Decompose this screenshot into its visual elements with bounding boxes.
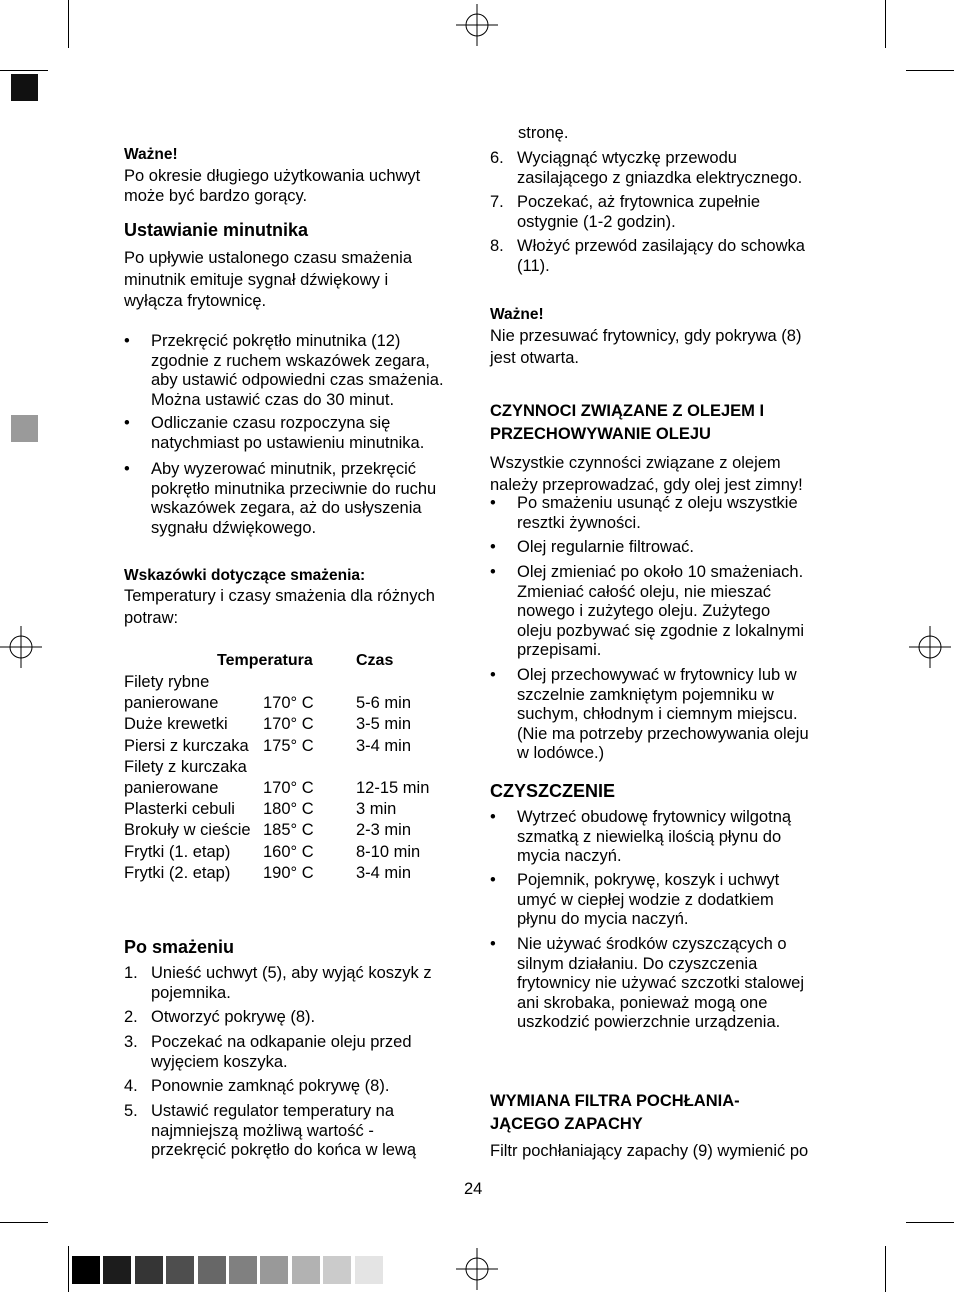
text-line: Pojemnik, pokrywę, koszyk i uchwyt — [517, 871, 780, 889]
table-cell-time: 3-5 min — [356, 715, 412, 734]
text-line: Poczekać na odkapanie oleju przed — [151, 1033, 412, 1051]
list-item-text — [517, 808, 791, 867]
crop-mark — [0, 1222, 48, 1223]
text-line: Ustawić regulator temperatury na — [151, 1102, 395, 1120]
text-line: zgodnie z ruchem wskazówek zegara, — [151, 351, 430, 370]
table-cell-temperature: 170° C — [263, 715, 314, 734]
table-cell-food: Duże krewetki — [124, 715, 228, 734]
list-marker: • — [124, 460, 130, 478]
text-line: Po okresie długiego użytkowania uchwyt — [124, 167, 421, 185]
text-line: Odliczanie czasu rozpoczyna się — [151, 414, 391, 432]
table-cell-food: Brokuły w cieście — [124, 821, 251, 840]
text-line: natychmiast po ustawieniu minutnika. — [151, 433, 425, 452]
text-line: Wyciągnąć wtyczkę przewodu — [517, 149, 737, 167]
registration-mark-icon — [0, 626, 42, 668]
list-marker: • — [490, 538, 496, 556]
list-item-text — [517, 494, 798, 533]
list-item-text — [151, 460, 436, 538]
text-line: resztki żywności. — [517, 513, 641, 532]
list-marker: • — [490, 563, 496, 581]
color-swatch — [292, 1256, 320, 1284]
list-item-text — [517, 935, 804, 1033]
list-marker: 4. — [124, 1077, 138, 1095]
list-marker: • — [490, 666, 496, 684]
color-swatch — [103, 1256, 131, 1284]
crop-mark — [906, 70, 954, 71]
text-line: może być bardzo gorący. — [124, 186, 308, 205]
important-text-right — [490, 326, 840, 369]
color-swatch — [135, 1256, 163, 1284]
text-line: sygnału dźwiękowego. — [151, 518, 317, 537]
tips-intro — [124, 586, 464, 629]
text-line: nowego i zużytego oleju. Zużytego — [517, 602, 771, 620]
list-item-text — [517, 538, 694, 558]
text-line: Aby wyzerować minutnik, przekręcić — [151, 460, 416, 478]
important-title: Ważne! — [124, 146, 178, 163]
list-item-text — [517, 193, 760, 232]
list-marker: • — [490, 494, 496, 512]
text-line: uszkodzić powierzchnie urządzenia. — [517, 1013, 781, 1031]
list-marker: 8. — [490, 237, 504, 255]
text-line: frytownicy nie używać szczotki stalowej — [517, 974, 805, 992]
table-cell-time: 8-10 min — [356, 842, 421, 861]
table-header-time: Czas — [356, 652, 394, 669]
text-line: minutnik emituje sygnał dźwiękowy i — [124, 270, 389, 289]
text-line: szmatką z niewielką ilością płynu do — [517, 827, 782, 846]
text-line: Unieść uchwyt (5), aby wyjąć koszyk z — [151, 964, 432, 982]
text-line: Nie używać środków czyszczących o — [517, 935, 787, 953]
text-line: (11). — [517, 256, 550, 275]
registration-mark-icon — [456, 4, 498, 46]
table-cell-food: Filety rybne — [124, 673, 210, 691]
text-line: Po smażeniu usunąć z oleju wszystkie — [517, 494, 798, 512]
text-line: oleju pozbywać się zgodnie z lokalnymi — [517, 621, 805, 640]
list-item-text — [151, 1102, 416, 1161]
timer-heading: Ustawianie minutnika — [124, 220, 309, 240]
table-cell-time: 12-15 min — [356, 779, 430, 797]
table-cell-food: Frytki (2. etap) — [124, 863, 231, 882]
text-line: wskazówek zegara, aż do usłyszenia — [151, 499, 422, 517]
section-tab-black — [11, 74, 38, 101]
oil-heading — [490, 400, 764, 446]
cleaning-heading: CZYSZCZENIE — [490, 781, 616, 801]
text-line: Można ustawić czas do 30 minut. — [151, 390, 395, 409]
text-line: Otworzyć pokrywę (8). — [151, 1008, 316, 1026]
table-cell-temperature: 160° C — [263, 842, 314, 861]
crop-mark — [68, 0, 69, 48]
text-line: suchym, chłodnym i ciemnym miejscu. — [517, 705, 798, 723]
table-cell-time: 5-6 min — [356, 694, 412, 713]
oil-intro — [490, 453, 840, 496]
text-line: przepisami. — [517, 641, 602, 659]
text-line: umyć w ciepłej wodzie z dodatkiem — [517, 890, 774, 909]
text-line: Ponownie zamknąć pokrywę (8). — [151, 1077, 390, 1095]
text-line: Nie przesuwać frytownicy, gdy pokrywa (8) — [490, 327, 802, 345]
registration-mark-icon — [456, 1248, 498, 1290]
text-line: Wytrzeć obudowę frytownicy wilgotną — [517, 808, 792, 826]
text-line: najmniejszą możliwą wartość - — [151, 1121, 374, 1140]
text-line: pokrętło minutnika przeciwnie do ruchu — [151, 479, 437, 498]
list-marker: 6. — [490, 149, 504, 167]
text-line: Zmieniać całość oleju, nie mieszać — [517, 582, 772, 601]
color-swatch — [229, 1256, 257, 1284]
table-cell-food: Frytki (1. etap) — [124, 842, 231, 861]
page-number: 24 — [464, 1180, 483, 1198]
list-item-text — [517, 871, 779, 930]
list-item-text — [151, 1008, 315, 1028]
text-line: szczelnie zamkniętym pojemniku w — [517, 685, 774, 704]
table-cell-temperature: 170° C — [263, 779, 314, 797]
filter-text: Filtr pochłaniający zapachy (9) wymienić po — [490, 1142, 809, 1160]
list-item-text — [151, 964, 432, 1003]
text-line: wyjęciem koszyka. — [151, 1052, 288, 1071]
list-marker: • — [124, 414, 130, 432]
tips-title: Wskazówki dotyczące smażenia: — [124, 567, 366, 584]
text-line: Poczekać, aż frytownica zupełnie — [517, 193, 761, 211]
text-line: należy przeprowadzać, gdy olej jest zimny! — [490, 475, 803, 494]
list-item-text — [151, 1077, 389, 1097]
table-cell-time: 3-4 min — [356, 736, 412, 755]
text-line: przekręcić pokrętło do końca w lewą — [151, 1141, 417, 1159]
text-line: Olej zmieniać po około 10 smażeniach. — [517, 563, 804, 581]
list-marker: 3. — [124, 1033, 138, 1051]
text-line: mycia naczyń. — [517, 847, 622, 865]
crop-mark — [68, 1246, 69, 1292]
text-line: Wszystkie czynności związane z olejem — [490, 454, 781, 472]
table-cell-time: 2-3 min — [356, 821, 412, 840]
list-marker: • — [490, 871, 496, 889]
list-item-text — [151, 1033, 412, 1072]
table-cell-food: Plasterki cebuli — [124, 800, 235, 819]
text-line: potraw: — [124, 608, 179, 627]
table-cell-time: 3-4 min — [356, 863, 412, 882]
list-marker: • — [124, 332, 130, 350]
text-line: ani skrobaka, ponieważ mogą one — [517, 993, 768, 1012]
text-line: w lodówce.) — [517, 744, 605, 762]
text-line: Temperatury i czasy smażenia dla różnych — [124, 587, 435, 605]
section-tab-gray — [11, 415, 38, 442]
list-item-text — [517, 237, 805, 276]
list-marker: 1. — [124, 964, 138, 982]
text-line: ostygnie (1-2 godzin). — [517, 212, 676, 231]
list-marker: 2. — [124, 1008, 138, 1026]
table-cell-time: 3 min — [356, 800, 397, 819]
text-line: (Nie ma potrzeby przechowywania oleju — [517, 724, 809, 743]
table-cell-temperature: 175° C — [263, 736, 314, 755]
table-cell-food: Filety z kurczaka — [124, 757, 247, 776]
table-cell-food: Piersi z kurczaka — [124, 736, 249, 755]
list-item-text — [517, 149, 802, 188]
list-marker: • — [490, 935, 496, 953]
list-marker: • — [490, 808, 496, 826]
text-line: płynu do mycia naczyń. — [517, 910, 689, 928]
color-swatch — [355, 1256, 383, 1284]
registration-mark-icon — [909, 626, 951, 668]
timer-intro — [124, 248, 464, 313]
important-title-right: Ważne! — [490, 306, 544, 323]
table-cell-temperature: 185° C — [263, 821, 314, 840]
text-line: Olej regularnie filtrować. — [517, 538, 694, 556]
important-text — [124, 167, 464, 206]
table-cell-food: panierowane — [124, 779, 219, 797]
text-line: silnym działaniu. Do czyszczenia — [517, 954, 758, 973]
filter-heading — [490, 1090, 740, 1136]
table-cell-food: panierowane — [124, 694, 219, 713]
table-cell-temperature: 170° C — [263, 694, 314, 713]
text-line: Włożyć przewód zasilający do schowka — [517, 237, 805, 255]
text-line: aby ustawić odpowiedni czas smażenia. — [151, 371, 444, 389]
crop-mark — [885, 1246, 886, 1292]
list-marker: 5. — [124, 1102, 138, 1120]
text-line: Po upływie ustalonego czasu smażenia — [124, 249, 413, 267]
heading-line: WYMIANA FILTRA POCHŁANIA- — [490, 1092, 740, 1110]
continued-text: stronę. — [518, 124, 569, 142]
text-line: Olej przechowywać w frytownicy lub w — [517, 666, 797, 684]
list-marker: 7. — [490, 193, 504, 211]
color-swatch — [323, 1256, 351, 1284]
list-item-text — [517, 666, 809, 764]
crop-mark — [885, 0, 886, 48]
color-swatch — [72, 1256, 100, 1284]
table-cell-temperature: 180° C — [263, 800, 314, 819]
list-item-text — [151, 332, 444, 410]
heading-line: CZYNNOCI ZWIĄZANE Z OLEJEM I — [490, 402, 765, 420]
list-item-text — [151, 414, 424, 453]
text-line: jest otwarta. — [490, 348, 579, 367]
crop-mark — [0, 70, 48, 71]
heading-line: PRZECHOWYWANIE OLEJU — [490, 425, 711, 443]
text-line: Przekręcić pokrętło minutnika (12) — [151, 332, 401, 350]
heading-line: JĄCEGO ZAPACHY — [490, 1115, 643, 1133]
after-frying-heading: Po smażeniu — [124, 937, 235, 957]
table-cell-temperature: 190° C — [263, 863, 314, 882]
color-swatch — [166, 1256, 194, 1284]
list-item-text — [517, 563, 804, 661]
text-line: zasilającego z gniazdka elektrycznego. — [517, 168, 803, 187]
color-swatch — [260, 1256, 288, 1284]
table-header-temperature: Temperatura — [217, 652, 313, 669]
text-line: wyłącza frytownicę. — [124, 292, 267, 310]
color-swatch — [198, 1256, 226, 1284]
text-line: pojemnika. — [151, 983, 231, 1002]
crop-mark — [906, 1222, 954, 1223]
